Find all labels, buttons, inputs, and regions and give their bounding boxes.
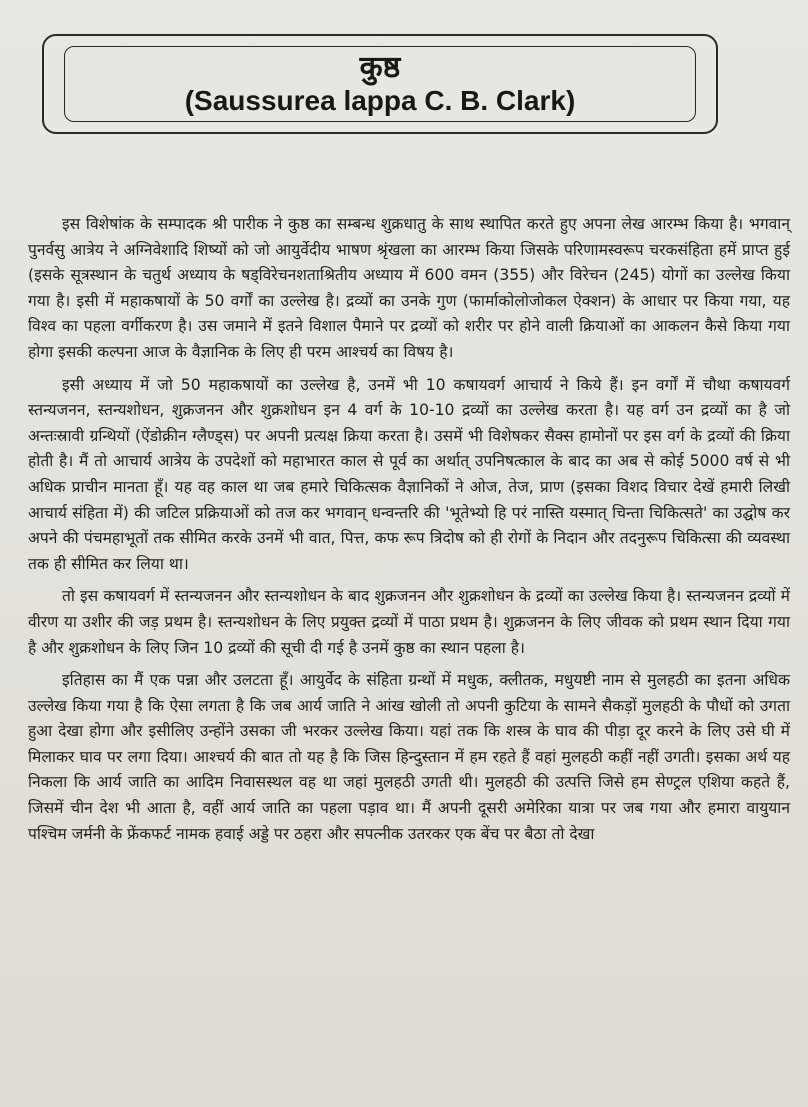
title-box-inner <box>64 46 696 122</box>
paragraph-3: तो इस कषायवर्ग में स्तन्यजनन और स्तन्यशोधन के बाद शुक्रजनन और शुक्रशोधन के द्रव्यों का उल्लेख किया है। स्तन्यजनन द्रव्यों में वीरण या उशीर की जड़ प्रथम है। स्तन्यशोधन के लिए प्रयुक्त द्रव्यों में पाठा प्रथम है। शुक्रजनन के लिए जीवक को प्रथम स्थान दिया गया है और शुक्रशोधन के लिए जिन 10 द्रव्यों की सूची दी गई है उनमें कुष्ठ का स्थान पहला है। <box>28 587 790 657</box>
paragraph-2: इसी अध्याय में जो 50 महाकषायों का उल्लेख है, उनमें भी 10 कषायवर्ग आचार्य ने किये हैं। इन वर्गों में चौथा कषायवर्ग स्तन्यजनन, स्तन्यशोधन, शुक्रजनन और शुक्रशोधन इन 4 वर्ग के 10-10 द्रव्यों का उल्लेख करता है। यह वर्ग उन द्रव्यों का है जो अन्तःस्रावी ग्रन्थियों (ऐंडोक्रीन ग्लैण्ड्स) पर अपनी प्रत्यक्ष क्रिया करता है। उसमें भी विशेषकर सैक्स हामोनों पर इस वर्ग के द्रव्यों की क्रिया होती है। मैं तो आचार्य आत्रेय के उपदेशों को महाभारत काल से पूर्व का अर्थात् उपनिषत्काल के बाद का अब से कोई 5000 वर्ष से भी अधिक प्राचीन मानता हूँ। यह वह काल था जब हमारे चिकित्सक वैज्ञानिकों ने ओज, तेज, प्राण (इसका विशद विचार देखें हमारी लिखी आचार्य संहिता में) की जटिल प्रक्रियाओं को तज कर भगवान् धन्वन्तरि की 'भूतेभ्यो हि परं नास्ति यस्मात् चिन्ता चिकित्सते' का उद्घोष कर अपने की पंचमहाभूतों तक सीमित करके उनमें भी वात, पित्त, कफ रूप त्रिदोष को ही रोगों के निदान और तदनुरूप चिकित्सा की व्यवस्था तक ही सीमित कर लिया था। <box>28 375 790 573</box>
paragraph-4: इतिहास का मैं एक पन्ना और उलटता हूँ। आयुर्वेद के संहिता ग्रन्थों में मधुक, क्लीतक, मधुयष्टी नाम से मुलहठी का इतना अधिक उल्लेख किया गया है कि ऐसा लगता है कि जब आर्य जाति ने आंख खोली तो अपनी कुटिया के सामने सैकड़ों मुलहठी के पौधों को उगता हुआ देखा होगा और इसीलिए उन्होंने उसका जी भरकर उल्लेख किया। यहां तक कि शस्त्र के घाव की पीड़ा दूर करने के लिए उसे घी में मिलाकर घाव पर लगा दिया। आश्चर्य की बात तो यह है कि जिस हिन्दुस्तान में हम रहते हैं वहां मुलहठी कहीं नहीं उगती। इसका अर्थ यह निकला कि आर्य जाति का आदिम निवासस्थल वह था जहां मुलहठी उगती थी। मुलहठी की उत्पत्ति जिसे हम सेण्ट्रल एशिया कहते हैं, जिसमें चीन देश भी आता है, वहीं आर्य जाति का पहला पड़ाव था। मैं अपनी दूसरी अमेरिका यात्रा पर जब गया और हमारा वायुयान पश्चिम जर्मनी के फ्रेंकफर्ट नामक हवाई अड्डे पर ठहरा और सपत्नीक उतरकर एक बेंच पर बैठा तो देखा <box>28 671 790 843</box>
title-box <box>42 34 718 134</box>
title-hindi: कुष्ठ <box>359 50 401 85</box>
paragraph-1: इस विशेषांक के सम्पादक श्री पारीक ने कुष्ठ का सम्बन्ध शुक्रधातु के साथ स्थापित करते हुए अपना लेख आरम्भ किया है। भगवान् पुनर्वसु आत्रेय ने अग्निवेशादि शिष्यों को जो आयुर्वेदीय भाषण श्रृंखला का आरम्भ किया जिसके परिणामस्वरूप चरकसंहिता हमें प्राप्त हुई (इसके सूत्रस्थान के चतुर्थ अध्याय के षड्विरेचनशताश्रितीय अध्याय में 600 वमन (355) और विरेचन (245) योगों का उल्लेख किया गया है। इसी में महाकषायों के 50 वर्गों का उल्लेख है। द्रव्यों का उनके गुण (फार्माकोलोजोकल ऐक्शन) के आधार पर किया गया, यह विश्व का पहला वर्गीकरण है। उस जमाने में इतने विशाल पैमाने पर द्रव्यों को शरीर पर होने वाली क्रियाओं का आकलन कैसे किया गया होगा इसकी कल्पना आज के वैज्ञानिक के लिए ही परम आश्चर्य का विषय है। <box>28 215 790 361</box>
title-botanical-name: (Saussurea lappa C. B. Clark) <box>184 85 576 116</box>
article-body <box>28 212 790 854</box>
